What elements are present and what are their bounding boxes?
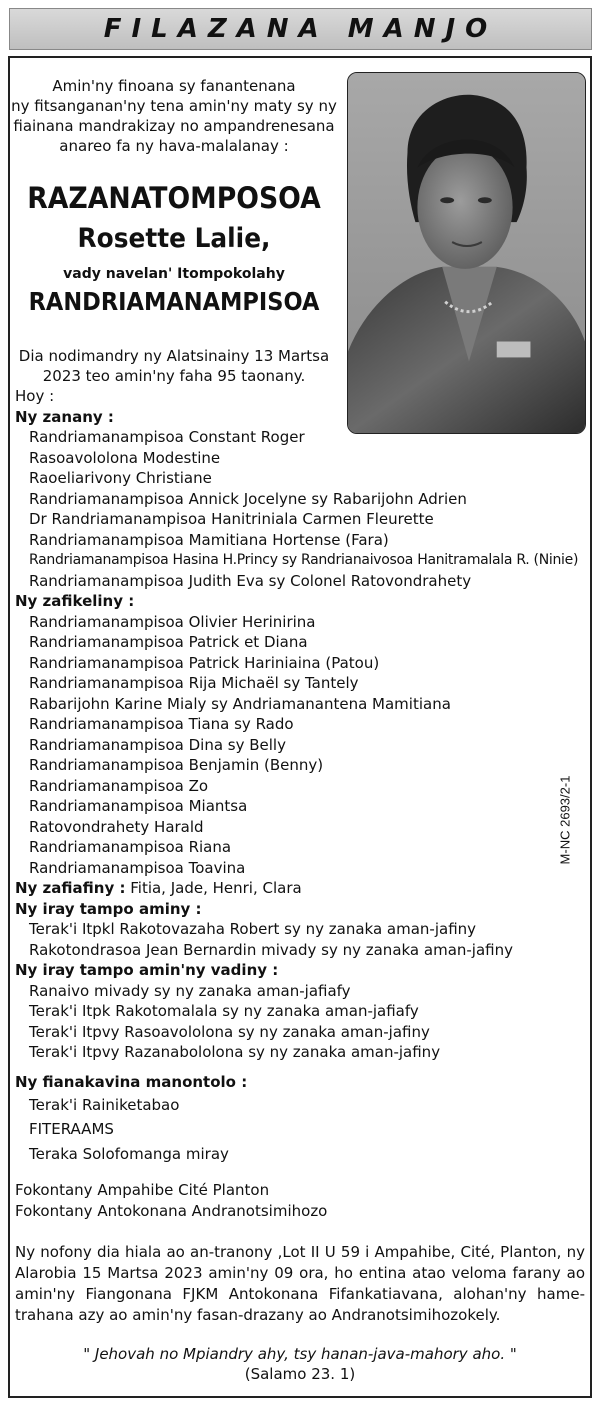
list-item: Rasoavololona Modestine <box>29 448 221 467</box>
intro-line: fiainana mandrakizay no ampandrenesana <box>13 117 335 135</box>
list-item: Terak'i Itpkl Rakotovazaha Robert sy ny zanaka aman-jafiny <box>29 920 477 938</box>
list-item: Randriamanampisoa Constant Roger <box>29 428 305 446</box>
fokontany-line: Fokontany Ampahibe Cité Planton <box>15 1181 270 1199</box>
zafiafiny-line <box>15 878 575 899</box>
hoy-label: Hoy : <box>15 387 55 405</box>
deceased-surname: RAZANATOMPOSOA <box>27 181 321 215</box>
list-item: Terak'i Itpvy Razanabololona sy ny zanaka aman-jafiny <box>29 1043 441 1061</box>
list-item: Randriamanampisoa Tiana sy Rado <box>29 715 294 733</box>
scripture-quote <box>15 1344 585 1384</box>
section-label-fianakaviana: Ny fianakavina manontolo : <box>15 1073 248 1091</box>
list-item: Ratovondrahety Harald <box>29 817 204 836</box>
fianakaviana-section <box>15 1072 575 1166</box>
list-item: Dr Randriamanampisoa Hanitriniala Carmen Fleurette <box>29 510 434 528</box>
section-label-zafikeliny: Ny zafikeliny : <box>15 592 135 610</box>
list-item: Randriamanampisoa Toavina <box>29 858 246 877</box>
section-label-zanany: Ny zanany : <box>15 407 114 426</box>
intro-line: Amin'ny finoana sy fanantenana <box>52 77 296 95</box>
list-item: Terak'i Itpk Rakotomalala sy ny zanaka aman-jafiafy <box>29 1002 419 1020</box>
list-item: Randriamanampisoa Rija Michaël sy Tantely <box>29 674 359 692</box>
list-item: Randriamanampisoa Annick Jocelyne sy Rabarijohn Adrien <box>29 489 467 508</box>
ad-reference-code: M-NC 2693/2-1 <box>557 775 573 865</box>
spouse-name: RANDRIAMANAMPISOA <box>28 287 320 316</box>
list-item: Randriamanampisoa Dina sy Belly <box>29 735 286 754</box>
quote-text: " Jehovah no Mpiandry ahy, tsy hanan-java-mahory aho. " <box>83 1345 517 1363</box>
portrait-illustration <box>348 73 585 433</box>
section-label-zafiafiny: Ny zafiafiny : <box>15 879 126 897</box>
death-announcement <box>10 346 338 386</box>
list-item: Ranaivo mivady sy ny zanaka aman-jafiafy <box>29 981 351 1000</box>
intro-text <box>10 76 338 156</box>
list-item: Rabarijohn Karine Mialy sy Andriamanantena Mamitiana <box>29 694 451 713</box>
portrait-photo <box>347 72 586 434</box>
list-item: Randriamanampisoa Riana <box>29 838 232 856</box>
list-item: Randriamanampisoa Mamitiana Hortense (Fara) <box>29 530 389 549</box>
list-item: Randriamanampisoa Olivier Herinirina <box>29 612 316 631</box>
family-list <box>15 386 579 1063</box>
deceased-given-names: Rosette Lalie, <box>77 223 271 254</box>
fokontany-block <box>15 1180 327 1222</box>
section-label-iray-tampo-vadiny: Ny iray tampo amin'ny vadiny : <box>15 961 279 979</box>
notice-title: FILAZANA MANJO <box>103 14 498 44</box>
funeral-details: Ny nofony dia hiala ao an-tranony ,Lot II U 59 i Ampahibe, Cité, Planton, ny Alarobia 15 Martsa 2023 amin'ny 09 ora, ho entina atao veloma farany ao amin'ny Fiangonana FJKM Antokonana Fifankatiavana, alohan'ny hame-trahana azy ao amin'ny fasan-drazany ao Andranotsimihozokely. <box>15 1243 585 1324</box>
list-item: Terak'i Itpvy Rasoavololona sy ny zanaka aman-jafiny <box>29 1022 430 1041</box>
list-item: Randriamanampisoa Hasina H.Princy sy Randrianaivosoa Hanitramalala R. (Ninie) <box>29 552 579 568</box>
zafiafiny-value: Fitia, Jade, Henri, Clara <box>130 879 302 897</box>
list-item: Terak'i Rainiketabao <box>29 1095 180 1114</box>
list-item: Randriamanampisoa Judith Eva sy Colonel Ratovondrahety <box>29 571 472 590</box>
death-line: Dia nodimandry ny Alatsinainy 13 Martsa <box>18 347 330 365</box>
list-item: Randriamanampisoa Patrick Hariniaina (Patou) <box>29 653 380 672</box>
list-item: FITERAAMS <box>29 1120 114 1138</box>
quote-reference: (Salamo 23. 1) <box>244 1365 356 1383</box>
list-item: Raoeliarivony Christiane <box>29 469 212 487</box>
list-item: Randriamanampisoa Patrick et Diana <box>29 633 308 651</box>
list-item: Teraka Solofomanga miray <box>29 1144 229 1163</box>
spouse-label: vady navelan' Itompokolahy <box>63 266 285 282</box>
section-label-iray-tampo-aminy: Ny iray tampo aminy : <box>15 899 202 918</box>
intro-line: anareo fa ny hava-malalanay : <box>59 137 289 155</box>
list-item: Randriamanampisoa Zo <box>29 776 209 795</box>
list-item: Rakotondrasoa Jean Bernardin mivady sy ny zanaka aman-jafiny <box>29 940 513 959</box>
notice-header <box>9 8 592 50</box>
intro-line: ny fitsanganan'ny tena amin'ny maty sy ny <box>11 97 337 115</box>
death-line: 2023 teo amin'ny faha 95 taonany. <box>42 367 306 385</box>
list-item: Randriamanampisoa Miantsa <box>29 797 248 815</box>
fokontany-line: Fokontany Antokonana Andranotsimihozo <box>15 1202 328 1220</box>
list-item: Randriamanampisoa Benjamin (Benny) <box>29 756 324 774</box>
